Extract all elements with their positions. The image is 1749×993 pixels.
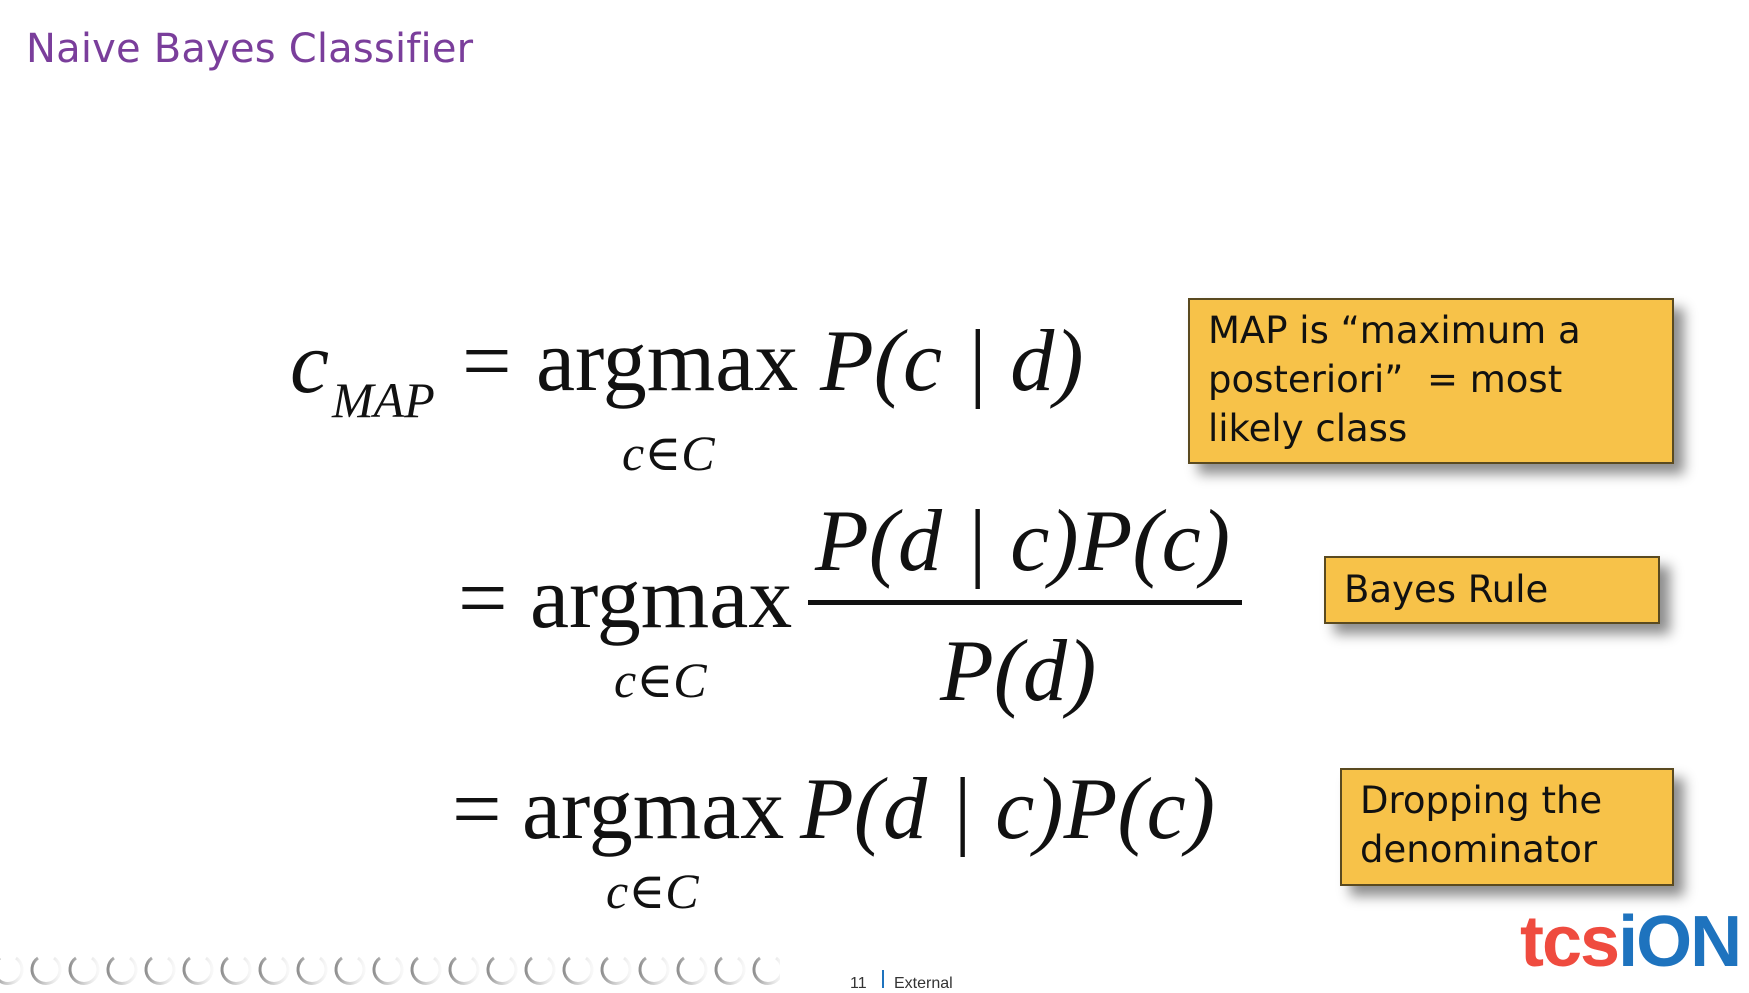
note-dropping-denominator [1340, 768, 1674, 886]
equals-3: = [452, 761, 502, 858]
lhs-c: c [290, 315, 330, 412]
note-map-line: posteriori” = most [1208, 358, 1563, 401]
equals-2: = [458, 550, 508, 647]
argmax-3: argmax [522, 761, 785, 858]
footer-divider [882, 970, 884, 988]
slide-title: Naive Bayes Classifier [26, 26, 474, 72]
line3-rhs: P(d | c)P(c) [800, 761, 1216, 858]
note-bayes-rule [1324, 556, 1660, 624]
note-drop-line: denominator [1360, 828, 1598, 871]
equals-1: = [462, 313, 512, 410]
power-icon-strip [0, 948, 780, 985]
argmax-2-subscript: c∈C [614, 652, 707, 708]
note-map-line: likely class [1208, 407, 1408, 450]
argmax-1: argmax [536, 313, 799, 410]
page-number: 11 [850, 975, 867, 992]
logo-ion: iON [1618, 902, 1741, 982]
note-map-line: MAP is “maximum a [1208, 309, 1581, 352]
footer-label: External [894, 975, 953, 992]
tcs-ion-logo [1520, 902, 1741, 982]
line1-rhs: P(c | d) [820, 313, 1084, 410]
line2-denominator: P(d) [940, 623, 1097, 720]
line2-numerator: P(d | c)P(c) [815, 493, 1231, 590]
power-icon [0, 958, 22, 983]
logo-tcs: tcs [1520, 902, 1619, 982]
argmax-2: argmax [530, 550, 793, 647]
note-map [1188, 298, 1674, 464]
lhs-subscript: MAP [332, 372, 435, 428]
note-drop-line: Dropping the [1360, 779, 1603, 822]
note-bayes-text: Bayes Rule [1344, 568, 1549, 611]
argmax-1-subscript: c∈C [622, 425, 715, 481]
argmax-3-subscript: c∈C [606, 863, 699, 919]
fraction-bar [808, 600, 1242, 605]
